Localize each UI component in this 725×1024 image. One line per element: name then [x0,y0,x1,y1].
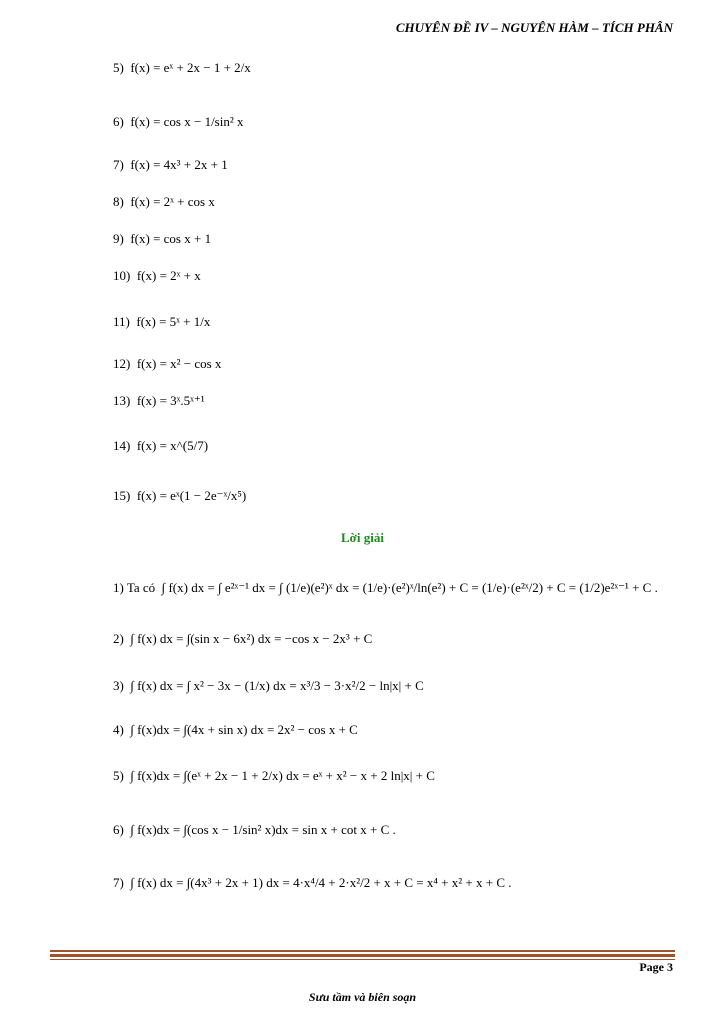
solution-heading: Lời giải [341,530,384,545]
footer-text: Sưu tầm và biên soạn [308,990,417,1004]
solution-number: 7) [113,875,124,890]
exercise-item [113,194,215,210]
exercise-expression: f(x) = 2ˣ + x [136,268,201,283]
exercise-item [113,114,244,130]
exercise-item [113,314,210,330]
exercise-expression: f(x) = eˣ + 2x − 1 + 2/x [130,60,251,75]
document-header: CHUYÊN ĐỀ IV – NGUYÊN HÀM – TÍCH PHÂN [395,20,673,35]
exercise-number: 8) [113,194,124,209]
solution-expression: ∫ f(x)dx = ∫(cos x − 1/sin² x)dx = sin x + cot x + C . [130,822,396,837]
exercise-number: 10) [113,268,131,283]
solution-item [113,768,435,784]
solution-expression: ∫ f(x)dx = ∫(4x + sin x) dx = 2x² − cos x + C [130,722,358,737]
exercise-number: 13) [113,393,131,408]
exercise-number: 7) [113,157,124,172]
solution-expression: ∫ f(x) dx = ∫ x² − 3x − (1/x) dx = x³/3 − 3·x²/2 − ln|x| + C [130,678,424,693]
exercise-number: 11) [113,314,130,329]
solution-expression: ∫ f(x) dx = ∫(sin x − 6x²) dx = −cos x − 2x³ + C [130,631,373,646]
solution-number: 1) Ta có [113,580,156,595]
solution-item [113,822,396,838]
exercise-expression: f(x) = cos x + 1 [130,231,212,246]
solution-item [113,580,658,596]
solution-item [113,722,358,738]
solution-number: 6) [113,822,124,837]
solution-expression: ∫ f(x)dx = ∫(eˣ + 2x − 1 + 2/x) dx = eˣ + x² − x + 2 ln|x| + C [130,768,435,783]
exercise-number: 15) [113,488,131,503]
solution-number: 4) [113,722,124,737]
exercise-expression: f(x) = 3ˣ.5ˣ⁺¹ [136,393,205,408]
exercise-number: 5) [113,60,124,75]
exercise-expression: f(x) = 4x³ + 2x + 1 [130,157,228,172]
solution-number: 2) [113,631,124,646]
solution-item [113,678,424,694]
footer-divider [50,950,675,952]
footer-divider [50,959,675,960]
exercise-item [113,60,251,76]
exercise-expression: f(x) = 2ˣ + cos x [130,194,215,209]
exercise-expression: f(x) = x² − cos x [136,356,222,371]
solution-number: 5) [113,768,124,783]
exercise-item [113,157,228,173]
solution-expression: ∫ f(x) dx = ∫ e²ˣ⁻¹ dx = ∫ (1/e)(e²)ˣ dx = (1/e)·(e²)ˣ/ln(e²) + C = (1/e)·(e²ˣ/2) + C = (1/2)e²ˣ⁻¹ + C . [161,580,658,595]
solution-item [113,631,372,647]
exercise-item [113,393,205,409]
footer-divider [50,954,675,957]
exercise-expression: f(x) = 5ˣ + 1/x [136,314,211,329]
exercise-number: 6) [113,114,124,129]
exercise-expression: f(x) = x^(5/7) [136,438,209,453]
exercise-number: 12) [113,356,131,371]
exercise-expression: f(x) = cos x − 1/sin² x [130,114,244,129]
solution-expression: ∫ f(x) dx = ∫(4x³ + 2x + 1) dx = 4·x⁴/4 + 2·x²/2 + x + C = x⁴ + x² + x + C . [130,875,512,890]
exercise-item [113,231,211,247]
solution-item [113,875,512,891]
exercise-number: 9) [113,231,124,246]
exercise-number: 14) [113,438,131,453]
solution-number: 3) [113,678,124,693]
exercise-expression: f(x) = eˣ(1 − 2e⁻ˣ/x⁵) [136,488,247,503]
page-number: Page 3 [639,960,673,974]
exercise-item [113,438,208,454]
exercise-item [113,268,201,284]
exercise-item [113,356,221,372]
exercise-item [113,488,246,504]
